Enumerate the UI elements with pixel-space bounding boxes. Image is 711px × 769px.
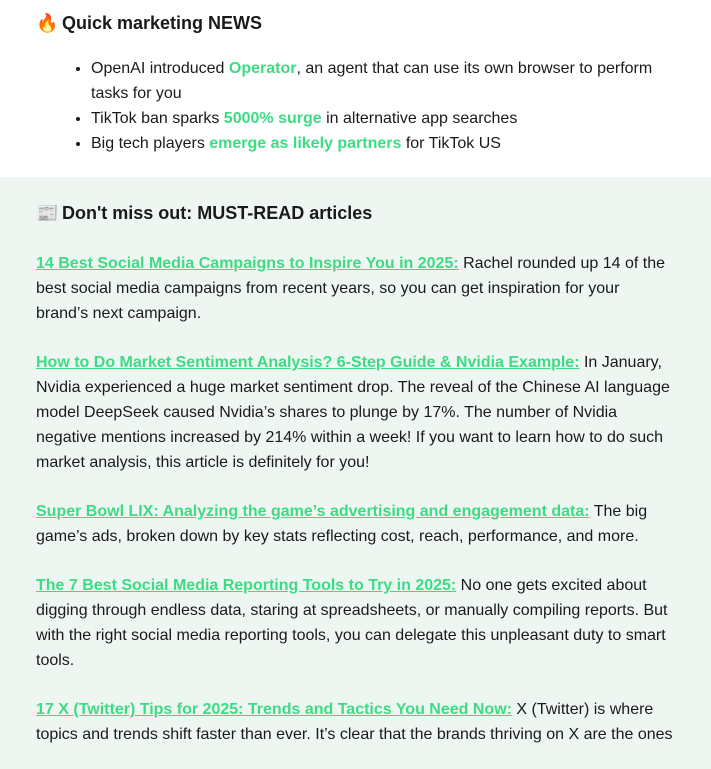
articles-title [36, 202, 675, 224]
article-link[interactable]: 14 Best Social Media Campaigns to Inspire You in 2025: [36, 255, 459, 272]
article-item [36, 499, 676, 549]
news-highlight: emerge as likely partners [209, 135, 402, 152]
article-description: In January, Nvidia experienced a huge market sentiment drop. The reveal of the Chinese AI language model DeepSeek caused Nvidia’s shares to plunge by 17%. The number of Nvidia negative mentions increased by 214% within a week! If you want to learn how to do such market analysis, this article is definitely for you! [36, 354, 670, 471]
newspaper-icon: 📰 [36, 203, 59, 223]
article-link[interactable]: The 7 Best Social Media Reporting Tools to Try in 2025: [36, 577, 457, 594]
articles-section [0, 177, 711, 769]
news-item: • Big tech players emerge as likely partners for TikTok US [91, 131, 675, 156]
news-section [0, 0, 711, 177]
news-item: • TikTok ban sparks 5000% surge in alternative app searches [91, 106, 675, 131]
article-item [36, 350, 676, 475]
news-item: • OpenAI introduced Operator, an agent that can use its own browser to perform tasks for you [91, 56, 675, 106]
news-list [36, 56, 675, 156]
article-link[interactable]: 17 X (Twitter) Tips for 2025: Trends and Tactics You Need Now: [36, 701, 512, 718]
news-highlight: Operator [228, 60, 297, 77]
news-highlight: 5000% surge [223, 110, 322, 127]
article-item [36, 573, 676, 673]
articles-title-text: Don't miss out: MUST-READ articles [62, 203, 373, 223]
article-description: The big game’s ads, broken down by key stats reflecting cost, reach, performance, and more. [36, 503, 648, 545]
article-link[interactable]: Super Bowl LIX: Analyzing the game’s advertising and engagement data: [36, 503, 590, 520]
article-item [36, 697, 676, 747]
article-item [36, 251, 676, 326]
article-description: X (Twitter) is where topics and trends shift faster than ever. It’s clear that the brands thriving on X are the ones [36, 701, 673, 743]
fire-icon: 🔥 [36, 13, 59, 33]
article-description: No one gets excited about digging through endless data, staring at spreadsheets, or manually compiling reports. But with the right social media reporting tools, you can delegate this unpleasant duty to smart tools. [36, 577, 668, 669]
article-link[interactable]: How to Do Market Sentiment Analysis? 6-Step Guide & Nvidia Example: [36, 354, 580, 371]
news-title-text: Quick marketing NEWS [62, 13, 263, 33]
news-title [36, 12, 675, 34]
article-description: Rachel rounded up 14 of the best social media campaigns from recent years, so you can get inspiration for your brand’s next campaign. [36, 255, 666, 322]
